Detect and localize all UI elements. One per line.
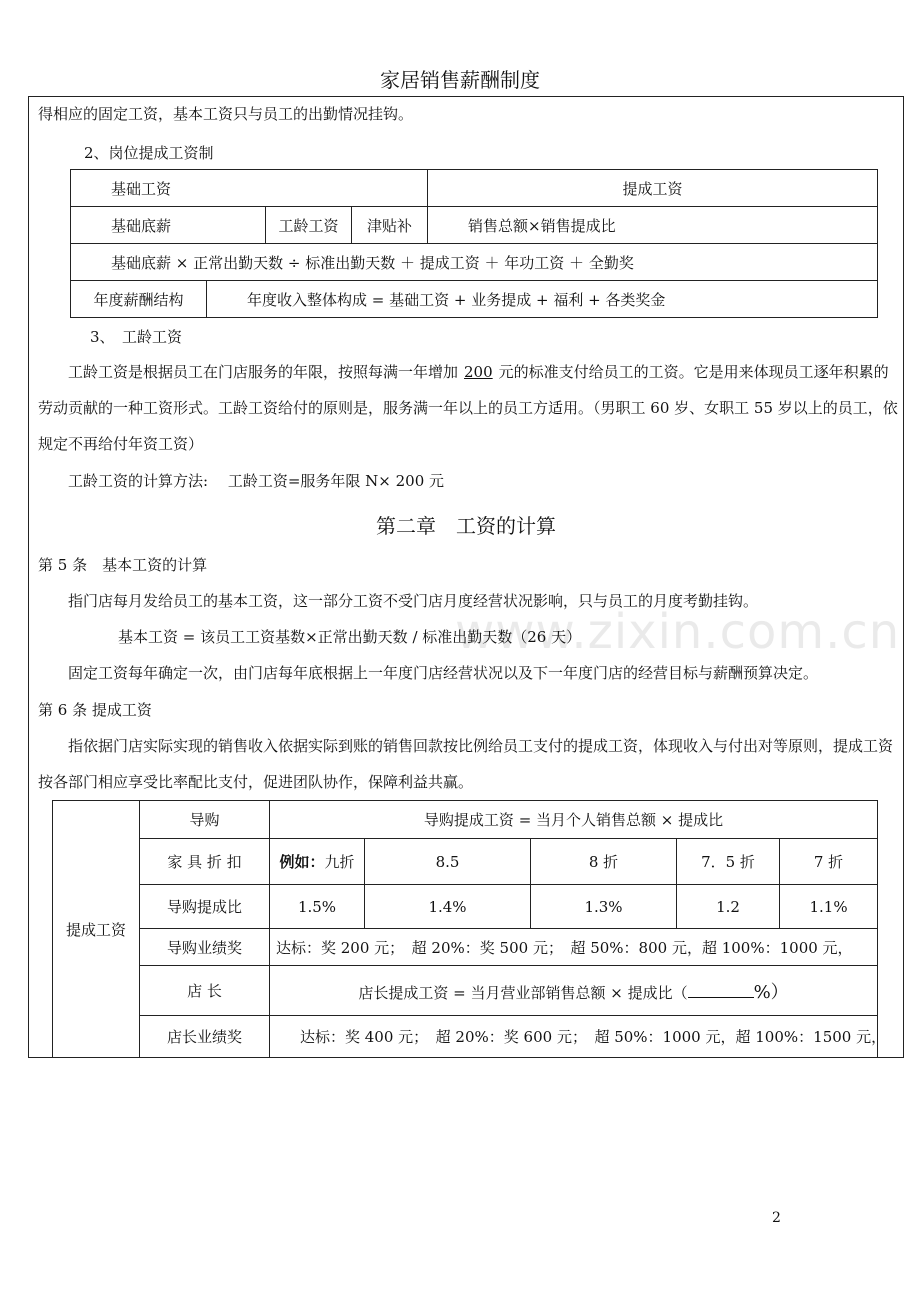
table1-annual-label: 年度薪酬结构 [71, 281, 207, 318]
seniority-para-text-2: 元的标准支付给员工的工资。它是用来体现员工逐年积累的劳动贡献的一种工资形式。工龄工资给付的原则是，服务满一年以上的员工方适用。（男职工 60 岁、女职工 55 岁以上的员工，依规定不再给付年资工资） [38, 363, 898, 453]
seniority-paragraph [38, 354, 900, 462]
table2-rate-cell: 1.5% [270, 885, 365, 929]
table2-manager-label: 店 长 [140, 966, 270, 1016]
manager-formula-text: 店长提成工资 = 当月营业部销售总额 × 提成比（ [358, 983, 688, 1002]
table2-guide-formula: 导购提成工资 = 当月个人销售总额 × 提成比 [270, 801, 878, 839]
seniority-method: 工龄工资的计算方法: 工龄工资=服务年限 N× 200 元 [68, 472, 445, 490]
table2-guide-bonus-label: 导购业绩奖 [140, 929, 270, 966]
watermark: www.zixin.com.cn [455, 604, 901, 660]
intro-line: 得相应的固定工资，基本工资只与员工的出勤情况挂钩。 [38, 105, 414, 123]
article5-heading: 第 5 条 基本工资的计算 [38, 556, 208, 574]
table2-discount-cell: 8.5 [365, 839, 531, 885]
article5-formula: 基本工资 = 该员工工资基数×正常出勤天数 / 标准出勤天数（26 天） [118, 628, 582, 646]
page-number: 2 [772, 1210, 781, 1226]
table2-side-label: 提成工资 [53, 801, 140, 1058]
example-value: 九折 [324, 853, 355, 871]
manager-formula-suffix: %） [753, 981, 789, 1003]
table2-rate-cell: 1.2 [677, 885, 780, 929]
table2-guide-bonus-value: 达标：奖 200 元； 超 20%：奖 500 元； 超 50%：800 元，超 100%：1000 元， [270, 929, 878, 966]
table2-discount-cell: 7．5 折 [677, 839, 780, 885]
document-title: 家居销售薪酬制度 [380, 68, 540, 92]
table2-rate-label: 导购提成比 [140, 885, 270, 929]
table1-seniority-pay-cell: 工龄工资 [266, 207, 352, 244]
commission-table [52, 800, 887, 1058]
section2-heading: 2、岗位提成工资制 [84, 144, 214, 162]
table2-manager-bonus-label: 店长业绩奖 [140, 1016, 270, 1058]
article6-heading: 第 6 条 提成工资 [38, 701, 152, 719]
table2-manager-bonus-value: 达标：奖 400 元； 超 20%：奖 600 元； 超 50%：1000 元，超 100%：1500 元， [270, 1016, 878, 1058]
article5-paragraph: 指门店每月发给员工的基本工资，这一部分工资不受门店月度经营状况影响，只与员工的月度考勤挂钩。 [68, 592, 759, 610]
seniority-amount: 200 [464, 363, 493, 381]
table2-guide-label: 导购 [140, 801, 270, 839]
table2-discount-cell: 7 折 [780, 839, 878, 885]
table1-allowance-cell: 津贴补 [352, 207, 428, 244]
seniority-para-text-1: 工龄工资是根据员工在门店服务的年限，按照每满一年增加 [68, 363, 459, 381]
table2-discount-cell: 8 折 [531, 839, 677, 885]
example-prefix: 例如： [279, 853, 325, 871]
table1-base-pay-cell: 基础底薪 [71, 207, 266, 244]
table2-discount-example [270, 839, 365, 885]
chapter2-title: 第二章 工资的计算 [376, 514, 556, 538]
table2-rate-cell: 1.3% [531, 885, 677, 929]
table1-base-salary-header: 基础工资 [71, 170, 428, 207]
table2-rate-cell: 1.4% [365, 885, 531, 929]
table1-annual-value: 年度收入整体构成 = 基础工资 + 业务提成 + 福利 + 各类奖金 [207, 281, 878, 318]
salary-structure-table [70, 169, 878, 318]
ratio-blank [688, 982, 754, 998]
article5-note: 固定工资每年确定一次，由门店每年底根据上一年度门店经营状况以及下一年度门店的经营目标与薪酬预算决定。 [68, 664, 819, 682]
table2-discount-label: 家 具 折 扣 [140, 839, 270, 885]
section3-heading: 3、 工龄工资 [90, 328, 183, 346]
table1-commission-formula-cell: 销售总额×销售提成比 [428, 207, 878, 244]
table2-rate-cell: 1.1% [780, 885, 878, 929]
table1-commission-header: 提成工资 [428, 170, 878, 207]
table2-manager-formula [270, 966, 878, 1016]
table1-total-formula: 基础底薪 × 正常出勤天数 ÷ 标准出勤天数 ＋ 提成工资 ＋ 年功工资 ＋ 全勤奖 [71, 244, 878, 281]
article6-paragraph: 指依据门店实际实现的销售收入依据实际到账的销售回款按比例给员工支付的提成工资，体现收入与付出对等原则，提成工资按各部门相应享受比率配比支付，促进团队协作，保障利益共赢。 [38, 737, 894, 791]
